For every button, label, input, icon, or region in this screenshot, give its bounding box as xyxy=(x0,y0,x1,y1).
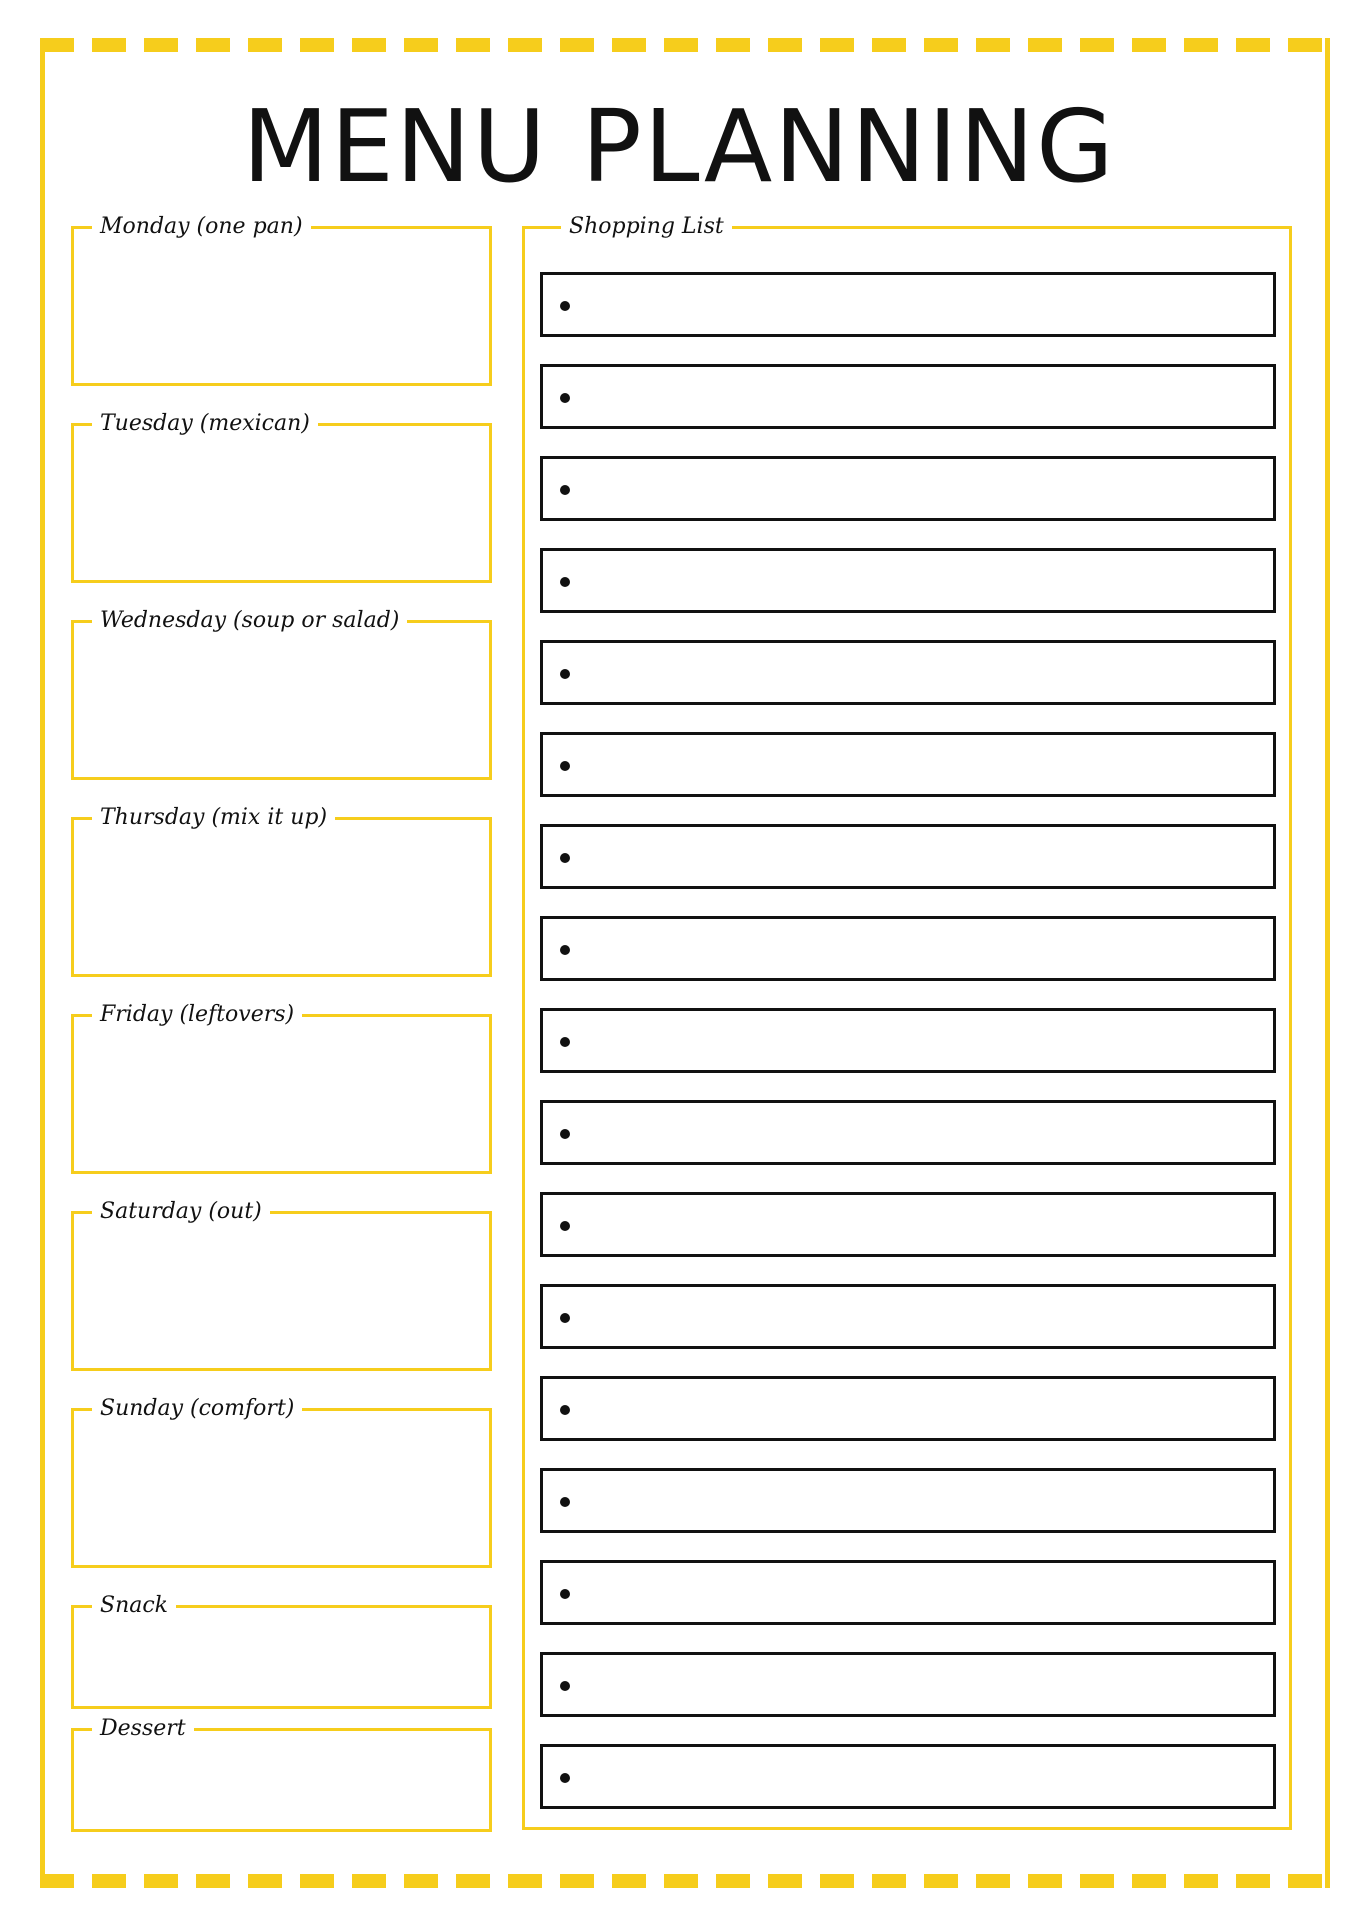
shopping-list-item[interactable] xyxy=(540,1284,1276,1349)
day-label: Thursday (mix it up) xyxy=(92,803,335,833)
day-label: Friday (leftovers) xyxy=(92,1000,302,1030)
day-box-friday[interactable] xyxy=(71,1002,492,1174)
bullet-icon xyxy=(560,1129,570,1139)
bullet-icon xyxy=(560,301,570,311)
shopping-list-item[interactable] xyxy=(540,272,1276,337)
shopping-list-item[interactable] xyxy=(540,1376,1276,1441)
shopping-list-item[interactable] xyxy=(540,1008,1276,1073)
bullet-icon xyxy=(560,1681,570,1691)
day-label: Dessert xyxy=(92,1714,194,1744)
day-box-thursday[interactable] xyxy=(71,805,492,977)
day-label: Snack xyxy=(92,1591,176,1621)
shopping-list-item[interactable] xyxy=(540,1100,1276,1165)
bullet-icon xyxy=(560,1497,570,1507)
day-box-tuesday[interactable] xyxy=(71,411,492,583)
shopping-list-item[interactable] xyxy=(540,824,1276,889)
shopping-list-item[interactable] xyxy=(540,1468,1276,1533)
bottom-dashed-border xyxy=(40,1874,1330,1888)
bullet-icon xyxy=(560,485,570,495)
day-box-wednesday[interactable] xyxy=(71,608,492,780)
top-dashed-border xyxy=(40,38,1330,52)
day-box-sunday[interactable] xyxy=(71,1396,492,1568)
shopping-list-item[interactable] xyxy=(540,1192,1276,1257)
bullet-icon xyxy=(560,761,570,771)
page-title: MENU PLANNING xyxy=(242,88,1116,205)
shopping-list-label: Shopping List xyxy=(561,212,732,242)
shopping-list-item[interactable] xyxy=(540,456,1276,521)
bullet-icon xyxy=(560,669,570,679)
bullet-icon xyxy=(560,577,570,587)
day-box-saturday[interactable] xyxy=(71,1199,492,1371)
shopping-list-item[interactable] xyxy=(540,1652,1276,1717)
bullet-icon xyxy=(560,1773,570,1783)
bullet-icon xyxy=(560,393,570,403)
day-box-dessert[interactable] xyxy=(71,1716,492,1832)
bullet-icon xyxy=(560,1221,570,1231)
shopping-list-item[interactable] xyxy=(540,1744,1276,1809)
day-label: Monday (one pan) xyxy=(92,212,311,242)
day-label: Saturday (out) xyxy=(92,1197,270,1227)
shopping-list-item[interactable] xyxy=(540,640,1276,705)
bullet-icon xyxy=(560,1589,570,1599)
day-box-snack[interactable] xyxy=(71,1593,492,1709)
day-label: Tuesday (mexican) xyxy=(92,409,318,439)
shopping-list-item[interactable] xyxy=(540,364,1276,429)
bullet-icon xyxy=(560,945,570,955)
shopping-list-item[interactable] xyxy=(540,1560,1276,1625)
day-label: Wednesday (soup or salad) xyxy=(92,606,407,636)
bullet-icon xyxy=(560,1405,570,1415)
shopping-list-item[interactable] xyxy=(540,916,1276,981)
day-box-monday[interactable] xyxy=(71,214,492,386)
shopping-list-item[interactable] xyxy=(540,732,1276,797)
day-label: Sunday (comfort) xyxy=(92,1394,302,1424)
bullet-icon xyxy=(560,1313,570,1323)
bullet-icon xyxy=(560,1037,570,1047)
shopping-list-item[interactable] xyxy=(540,548,1276,613)
bullet-icon xyxy=(560,853,570,863)
